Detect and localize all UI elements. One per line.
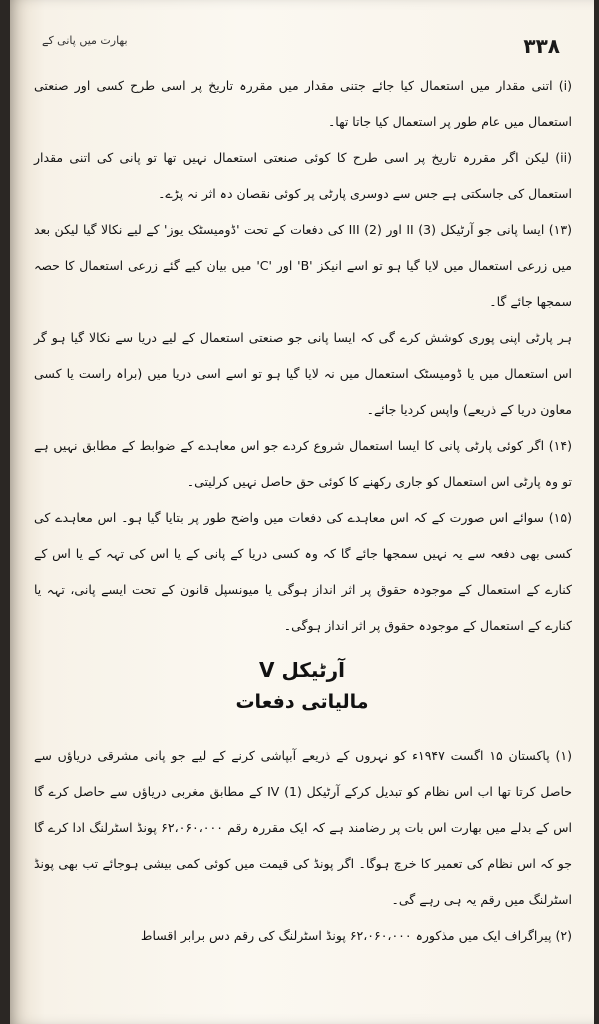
article-heading-block bbox=[10, 655, 594, 717]
article-heading: آرٹیکل V bbox=[259, 658, 345, 682]
paragraph: (۱۳) ایسا پانی جو آرٹیکل (3) II اور (2) III کی دفعات کے تحت 'ڈومیسٹک یوز' کے لیے نکالا گیا لیکن بعد میں زرعی استعمال میں لایا گیا ہو تو اسے انیکز 'B' اور 'C' میں بیان کیے گئے زرعی استعمال کا حصہ سمجھا جائے گا۔ bbox=[34, 222, 572, 309]
article-subheading: مالیاتی دفعات bbox=[235, 691, 369, 713]
paragraph: (۱۴) اگر کوئی پارٹی پانی کا ایسا استعمال شروع کردے جو اس معاہدے کے ضوابط کے مطابق نہیں ہے تو وہ پارٹی اس استعمال کو جاری رکھنے کا کوئی حق حاصل نہیں کرلیتی۔ bbox=[34, 438, 572, 489]
paragraph: (ii) لیکن اگر مقررہ تاریخ پر اسی طرح کا کوئی صنعتی استعمال نہیں تھا تو پانی کی اتنی مقدار استعمال کی جاسکتی ہے جس سے دوسری پارٹی پر کوئی نقصان دہ اثر نہ پڑے۔ bbox=[34, 150, 572, 201]
paragraph: ہر پارٹی اپنی پوری کوشش کرے گی کہ ایسا پانی جو صنعتی استعمال کے لیے دریا سے نکالا گیا ہو گر اس استعمال میں یا ڈومیسٹک استعمال میں نہ لایا گیا ہو تو اسے اسی دریا میں (براہ راست یا کسی معاون دریا کے ذریعے) واپس کردیا جائے۔ bbox=[34, 330, 572, 417]
page-number: ۳۳۸ bbox=[523, 34, 560, 58]
running-header: بھارت میں پانی کے bbox=[42, 34, 128, 47]
main-text bbox=[34, 68, 572, 644]
paragraph: (۱۵) سوائے اس صورت کے کہ اس معاہدے کی دفعات میں واضح طور پر بتایا گیا ہو۔ اس معاہدے کی کسی بھی دفعہ سے یہ نہیں سمجھا جائے گا کہ وہ کسی دریا کے پانی کے یا اس کی تہہ کے یا اس کے کنارے کے استعمال کے موجودہ حقوق پر اثر انداز ہوگی یا میونسپل قانون کے تحت ایسے پانی، تہہ یا کنارے کے استعمال کے موجودہ حقوق پر اثر انداز ہوگی۔ bbox=[34, 510, 572, 633]
book-page bbox=[10, 0, 594, 1024]
paragraph: (i) اتنی مقدار میں استعمال کیا جائے جتنی مقدار میں مقررہ تاریخ پر اسی طرح کسی اور صنعتی استعمال میں عام طور پر استعمال کیا جاتا تھا۔ bbox=[34, 78, 572, 129]
paragraph: (۱) پاکستان ۱۵ اگست ۱۹۴۷ء کو نہروں کے ذریعے آبپاشی کرنے کے لیے جو پانی مشرقی دریاؤں سے حاصل کرتا تھا اب اس نظام کو تبدیل کرکے آرٹیکل (1) IV کے مطابق مغربی دریاؤں سے حاصل کرے گا اس کے بدلے میں بھارت اس بات پر رضامند ہے کہ ایک مقررہ رقم ۶۲،۰۶۰،۰۰۰ پونڈ اسٹرلنگ ادا کرے گا جو کہ اس نظام کی تعمیر کا خرچ ہوگا۔ اگر پونڈ کی قیمت میں کوئی کمی بیشی ہوجائے تب بھی پونڈ اسٹرلنگ میں رقم یہ ہی رہے گی۔ bbox=[34, 748, 572, 907]
paragraph: (۲) پیراگراف ایک میں مذکورہ ۶۲،۰۶۰،۰۰۰ پونڈ اسٹرلنگ کی رقم دس برابر اقساط bbox=[140, 928, 572, 943]
article-text bbox=[34, 738, 572, 954]
